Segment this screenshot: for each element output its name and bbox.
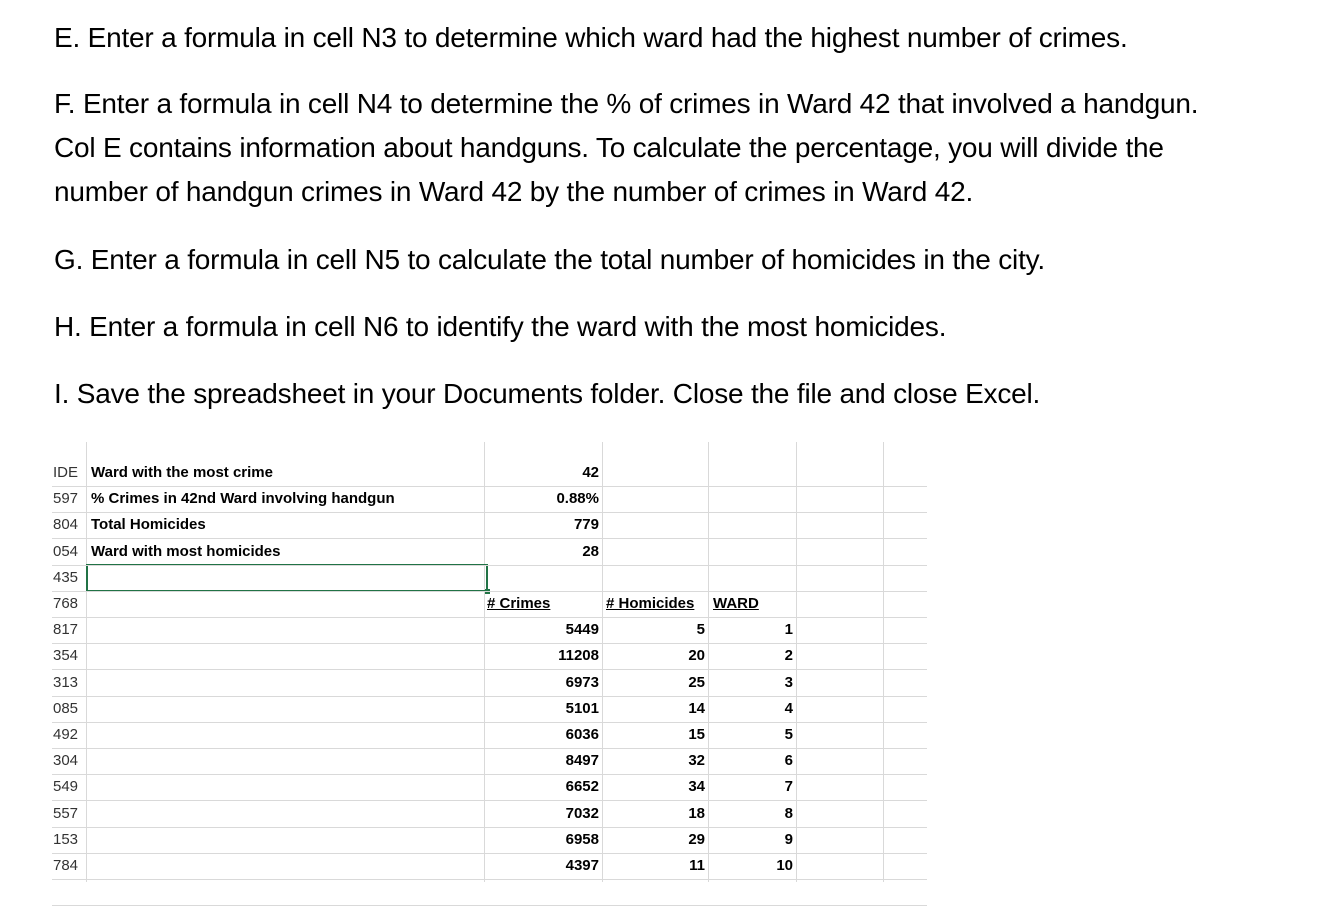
edge-cell[interactable]: 435 — [53, 568, 79, 586]
crimes-cell[interactable]: 6652 — [565, 778, 599, 796]
edge-cell[interactable]: 085 — [53, 699, 79, 717]
crimes-cell[interactable]: 6958 — [565, 830, 599, 848]
summary-label-cell[interactable]: Ward with most homicides — [91, 542, 281, 560]
header-crimes[interactable]: # Crimes — [487, 595, 551, 612]
instruction-g: G. Enter a formula in cell N5 to calculate the total number of homicides in the city. — [54, 244, 1045, 275]
summary-value-cell[interactable]: 42 — [582, 464, 599, 481]
ward-cell[interactable]: 3 — [784, 673, 793, 691]
summary-value-cell[interactable]: 779 — [573, 516, 599, 534]
spreadsheet-excerpt — [0, 436, 930, 882]
crimes-cell[interactable]: 5101 — [565, 699, 599, 717]
edge-cell[interactable]: IDE — [53, 464, 79, 481]
edge-cell[interactable]: 054 — [53, 542, 79, 560]
summary-label-cell[interactable]: Ward with the most crime — [91, 464, 273, 481]
homicides-cell[interactable]: 32 — [688, 752, 705, 770]
edge-cell[interactable]: 784 — [53, 857, 79, 874]
ward-cell[interactable]: 4 — [784, 699, 793, 717]
selected-cell[interactable] — [86, 564, 488, 592]
homicides-cell[interactable]: 5 — [696, 621, 705, 639]
homicides-cell[interactable]: 20 — [688, 647, 705, 665]
homicides-cell[interactable]: 15 — [688, 726, 705, 743]
instruction-f-line3: number of handgun crimes in Ward 42 by the number of crimes in Ward 42. — [54, 176, 974, 207]
edge-cell[interactable]: 153 — [53, 830, 79, 848]
homicides-cell[interactable]: 14 — [688, 699, 705, 717]
instruction-i: I. Save the spreadsheet in your Documents folder. Close the file and close Excel. — [54, 378, 1041, 409]
summary-value-cell[interactable]: 28 — [582, 542, 599, 560]
crimes-cell[interactable]: 6973 — [565, 673, 599, 691]
homicides-cell[interactable]: 11 — [689, 857, 705, 874]
ward-cell[interactable]: 6 — [784, 752, 793, 770]
crimes-cell[interactable]: 5449 — [565, 621, 599, 639]
homicides-cell[interactable]: 29 — [688, 830, 705, 848]
instruction-f-line1: F. Enter a formula in cell N4 to determine the % of crimes in Ward 42 that involved a handgun. — [54, 88, 1199, 119]
ward-cell[interactable]: 7 — [784, 778, 793, 796]
summary-label-cell[interactable]: % Crimes in 42nd Ward involving handgun — [91, 490, 395, 508]
homicides-cell[interactable]: 25 — [688, 673, 705, 691]
edge-cell[interactable]: 304 — [53, 752, 79, 770]
edge-cell[interactable]: 492 — [53, 726, 79, 743]
summary-value-cell[interactable]: 0.88% — [556, 490, 599, 508]
edge-cell[interactable]: 549 — [53, 778, 79, 796]
instruction-f-line2: Col E contains information about handguns. To calculate the percentage, you will divide the — [54, 132, 1164, 163]
summary-label-cell[interactable]: Total Homicides — [91, 516, 206, 534]
instruction-h: H. Enter a formula in cell N6 to identify the ward with the most homicides. — [54, 311, 947, 342]
crimes-cell[interactable]: 6036 — [565, 726, 599, 743]
ward-cell[interactable]: 8 — [784, 804, 793, 822]
edge-cell[interactable]: 354 — [53, 647, 79, 665]
header-homicides[interactable]: # Homicides — [606, 595, 695, 612]
crimes-cell[interactable]: 7032 — [565, 804, 599, 822]
crimes-cell[interactable]: 8497 — [565, 752, 599, 770]
instruction-e: E. Enter a formula in cell N3 to determine which ward had the highest number of crimes. — [54, 22, 1128, 53]
edge-cell[interactable]: 557 — [53, 804, 79, 822]
ward-cell[interactable]: 9 — [784, 830, 793, 848]
homicides-cell[interactable]: 34 — [688, 778, 705, 796]
header-ward[interactable]: WARD — [713, 595, 759, 612]
ward-cell[interactable]: 10 — [776, 857, 793, 874]
ward-cell[interactable]: 5 — [784, 726, 793, 743]
crimes-cell[interactable]: 4397 — [565, 857, 599, 874]
edge-cell[interactable]: 768 — [53, 595, 79, 612]
ward-cell[interactable]: 1 — [784, 621, 793, 639]
edge-cell[interactable]: 597 — [53, 490, 79, 508]
edge-cell[interactable]: 804 — [53, 516, 79, 534]
ward-cell[interactable]: 2 — [784, 647, 793, 665]
crimes-cell[interactable]: 11208 — [558, 647, 599, 665]
edge-cell[interactable]: 313 — [53, 673, 79, 691]
edge-cell[interactable]: 817 — [53, 621, 79, 639]
homicides-cell[interactable]: 18 — [688, 804, 705, 822]
